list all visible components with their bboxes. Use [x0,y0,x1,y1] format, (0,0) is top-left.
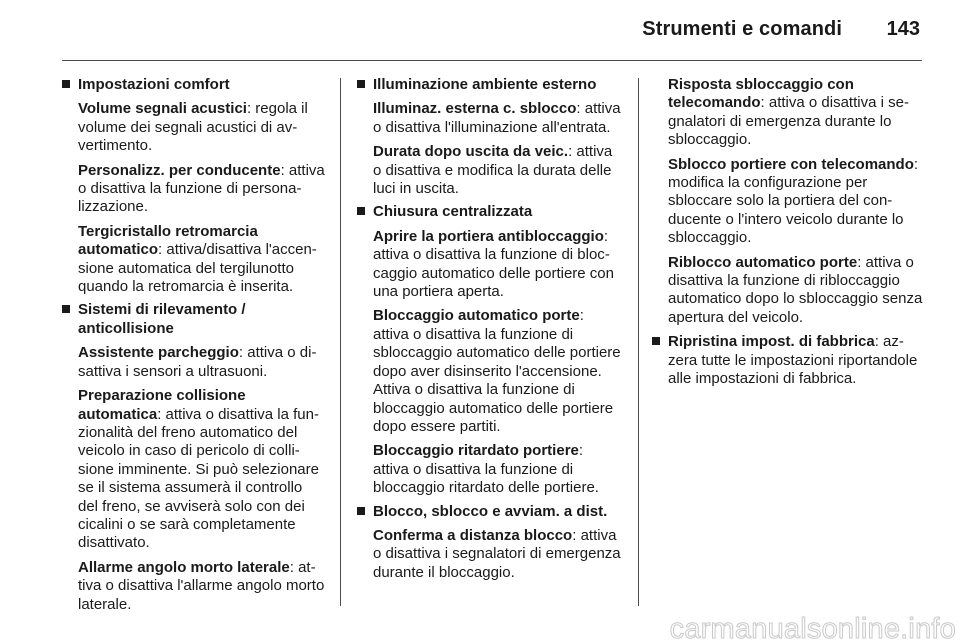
setting-term: Riblocco automatico porte [668,253,858,271]
setting-description: attiva o disattiva la funzione di bloccaggio automatico delle portiere con una portiera aperta. [373,246,614,301]
setting-description: attiva o disattiva i segnalatori di emergenza durante il bloccaggio. [373,526,621,581]
column-divider-2 [638,78,639,606]
setting-description: attiva o disattiva la funzione di sbloccaggio automatico delle portiere dopo aver disinserito l'accensione. Attiva o disattiva la funzione di bloccaggio automatico delle portiere dopo essere partiti. [373,325,621,435]
setting-term: Bloccaggio ritardato portiere [373,442,579,460]
setting-term: Durata dopo uscita da veic. [373,143,569,161]
page-number: 143 [886,18,920,40]
section-title: Sistemi di rilevamento / anticollisione [78,301,246,337]
setting-item: Allarme angolo morto laterale: attiva o disattiva l'allarme angolo morto laterale. [78,558,325,613]
setting-item: Assistente parcheggio: attiva o disattiva i sensori a ultrasuoni. [78,344,317,380]
setting-term: Conferma a distanza blocco [373,526,573,544]
setting-item: Risposta sbloccaggio con telecomando: attiva o disattiva i segnalatori di emergenza durante lo sbloccaggio. [668,76,909,149]
section-title: Impostazioni comfort [78,76,230,93]
setting-term: Tergicristallo retromarcia automatico [78,222,258,259]
setting-term: Illuminaz. esterna c. sblocco [373,100,577,118]
section-title: Ripristina impost. di fabbrica [668,333,875,351]
setting-item: Bloccaggio automatico porte: attiva o disattiva la funzione di sbloccaggio automatico delle portiere dopo aver disinserito l'accensione. Attiva o disattiva la funzione di bloccaggio automatico delle portiere dopo essere partiti. [373,307,621,435]
setting-description: attiva o disattiva la funzione di ribloccaggio automatico dopo lo sbloccaggio senza apertura del veicolo. [668,253,923,326]
setting-term: Aprire la portiera antibloccaggio [373,227,604,245]
setting-description: attiva o disattiva la funzione di bloccaggio ritardato delle portiere. [373,460,599,497]
setting-item: Preparazione collisione automatica: attiva o disattiva la funzionalità del freno automatico del veicolo in caso di pericolo di collisione imminente. Si può selezionare se il sistema assumerà il controllo del freno, se avviserà solo con dei cicalini o se sarà completamente disattivato. [78,387,319,552]
setting-description: attiva o disattiva i segnalatori di emergenza durante lo sbloccaggio. [668,94,909,149]
section-factory-reset: Ripristina impost. di fabbrica: azzera tutte le impostazioni riportandole alle impostazioni di fabbrica. [652,333,924,388]
section-title: Chiusura centralizzata [373,203,533,221]
setting-item: Conferma a distanza blocco: attiva o disattiva i segnalatori di emergenza durante il bloccaggio. [373,526,621,581]
setting-description: attiva/disattiva l'accensione automatica del tergilunotto quando la retromarcia è inserita. [78,241,317,296]
setting-description: azzera tutte le impostazioni riportandole alle impostazioni di fabbrica. [668,333,918,388]
page-header [0,0,960,62]
setting-description: attiva o disattiva la funzionalità del freno automatico del veicolo in caso di pericolo di collisione imminente. Si può selezionare se il sistema assumerà il controllo del freno, se avviserà solo con dei cicalini o se sarà completamente disattivato. [78,405,319,552]
setting-item: Sblocco portiere con telecomando: modifica la configurazione per sbloccare solo la portiera del conducente o l'intero veicolo durante lo sbloccaggio. [668,155,919,247]
setting-term: Preparazione collisione automatica [78,387,246,423]
setting-term: Sblocco portiere con telecomando [668,155,914,173]
section-comfort-settings [62,76,326,296]
setting-item: Illuminaz. esterna c. sblocco: attiva o disattiva l'illuminazione all'entrata. [373,100,621,136]
setting-item: Personalizz. per conducente: attiva o disattiva la funzione di personalizzazione. [78,161,325,216]
page-title: Strumenti e comandi [642,18,842,40]
bullet-square-icon [357,80,365,88]
setting-item: Tergicristallo retromarcia automatico: attiva/disattiva l'accensione automatica del tergilunotto quando la retromarcia è inserita. [78,222,317,296]
column-2 [357,76,622,587]
watermark-text: carmanualsonline.info [669,613,956,642]
bullet-square-icon [357,507,365,515]
setting-item: Volume segnali acustici: regola il volume dei segnali acustici di avvertimento. [78,100,308,155]
bullet-square-icon [62,305,70,313]
setting-term: Allarme angolo morto laterale [78,558,290,576]
section-central-locking [357,203,622,497]
setting-description: attiva o disattiva i sensori a ultrasuoni. [78,344,317,380]
setting-item: Bloccaggio ritardato portiere: attiva o disattiva la funzione di bloccaggio ritardato delle portiere. [373,442,599,497]
setting-term: Volume segnali acustici [78,100,247,118]
section-remote-lock-continued [652,76,924,327]
bullet-square-icon [357,207,365,215]
setting-description: modifica la configurazione per sbloccare solo la portiera del conducente o l'intero veicolo durante lo sbloccaggio. [668,174,904,247]
setting-term: Personalizz. per conducente [78,161,281,179]
setting-description: attiva o disattiva l'illuminazione all'entrata. [373,100,621,136]
setting-item: Aprire la portiera antibloccaggio: attiva o disattiva la funzione di bloccaggio automatico delle portiere con una portiera aperta. [373,227,614,301]
header-divider [62,60,922,61]
column-3 [652,76,924,394]
setting-description: attiva o disattiva la funzione di personalizzazione. [78,161,325,216]
bullet-square-icon [652,337,660,345]
setting-description: attiva o disattiva l'allarme angolo morto laterale. [78,558,325,613]
section-title: Blocco, sblocco e avviam. a dist. [373,502,608,520]
section-title: Illuminazione ambiente esterno [373,76,597,93]
setting-term: Bloccaggio automatico porte [373,307,580,325]
setting-description: regola il volume dei segnali acustici di avvertimento. [78,100,308,155]
section-detection-systems [62,301,326,614]
setting-description: attiva o disattiva e modifica la durata delle luci in uscita. [373,143,613,198]
column-1 [62,76,326,619]
setting-item: Durata dopo uscita da veic.: attiva o disattiva e modifica la durata delle luci in uscita. [373,143,613,198]
setting-term: Risposta sbloccaggio con telecomando [668,76,854,112]
section-exterior-lighting [357,76,622,198]
column-divider-1 [340,78,341,606]
bullet-square-icon [62,80,70,88]
section-remote-lock [357,503,622,583]
setting-item: Riblocco automatico porte: attiva o disattiva la funzione di ribloccaggio automatico dopo lo sbloccaggio senza apertura del veicolo. [668,253,923,326]
setting-term: Assistente parcheggio [78,344,239,362]
